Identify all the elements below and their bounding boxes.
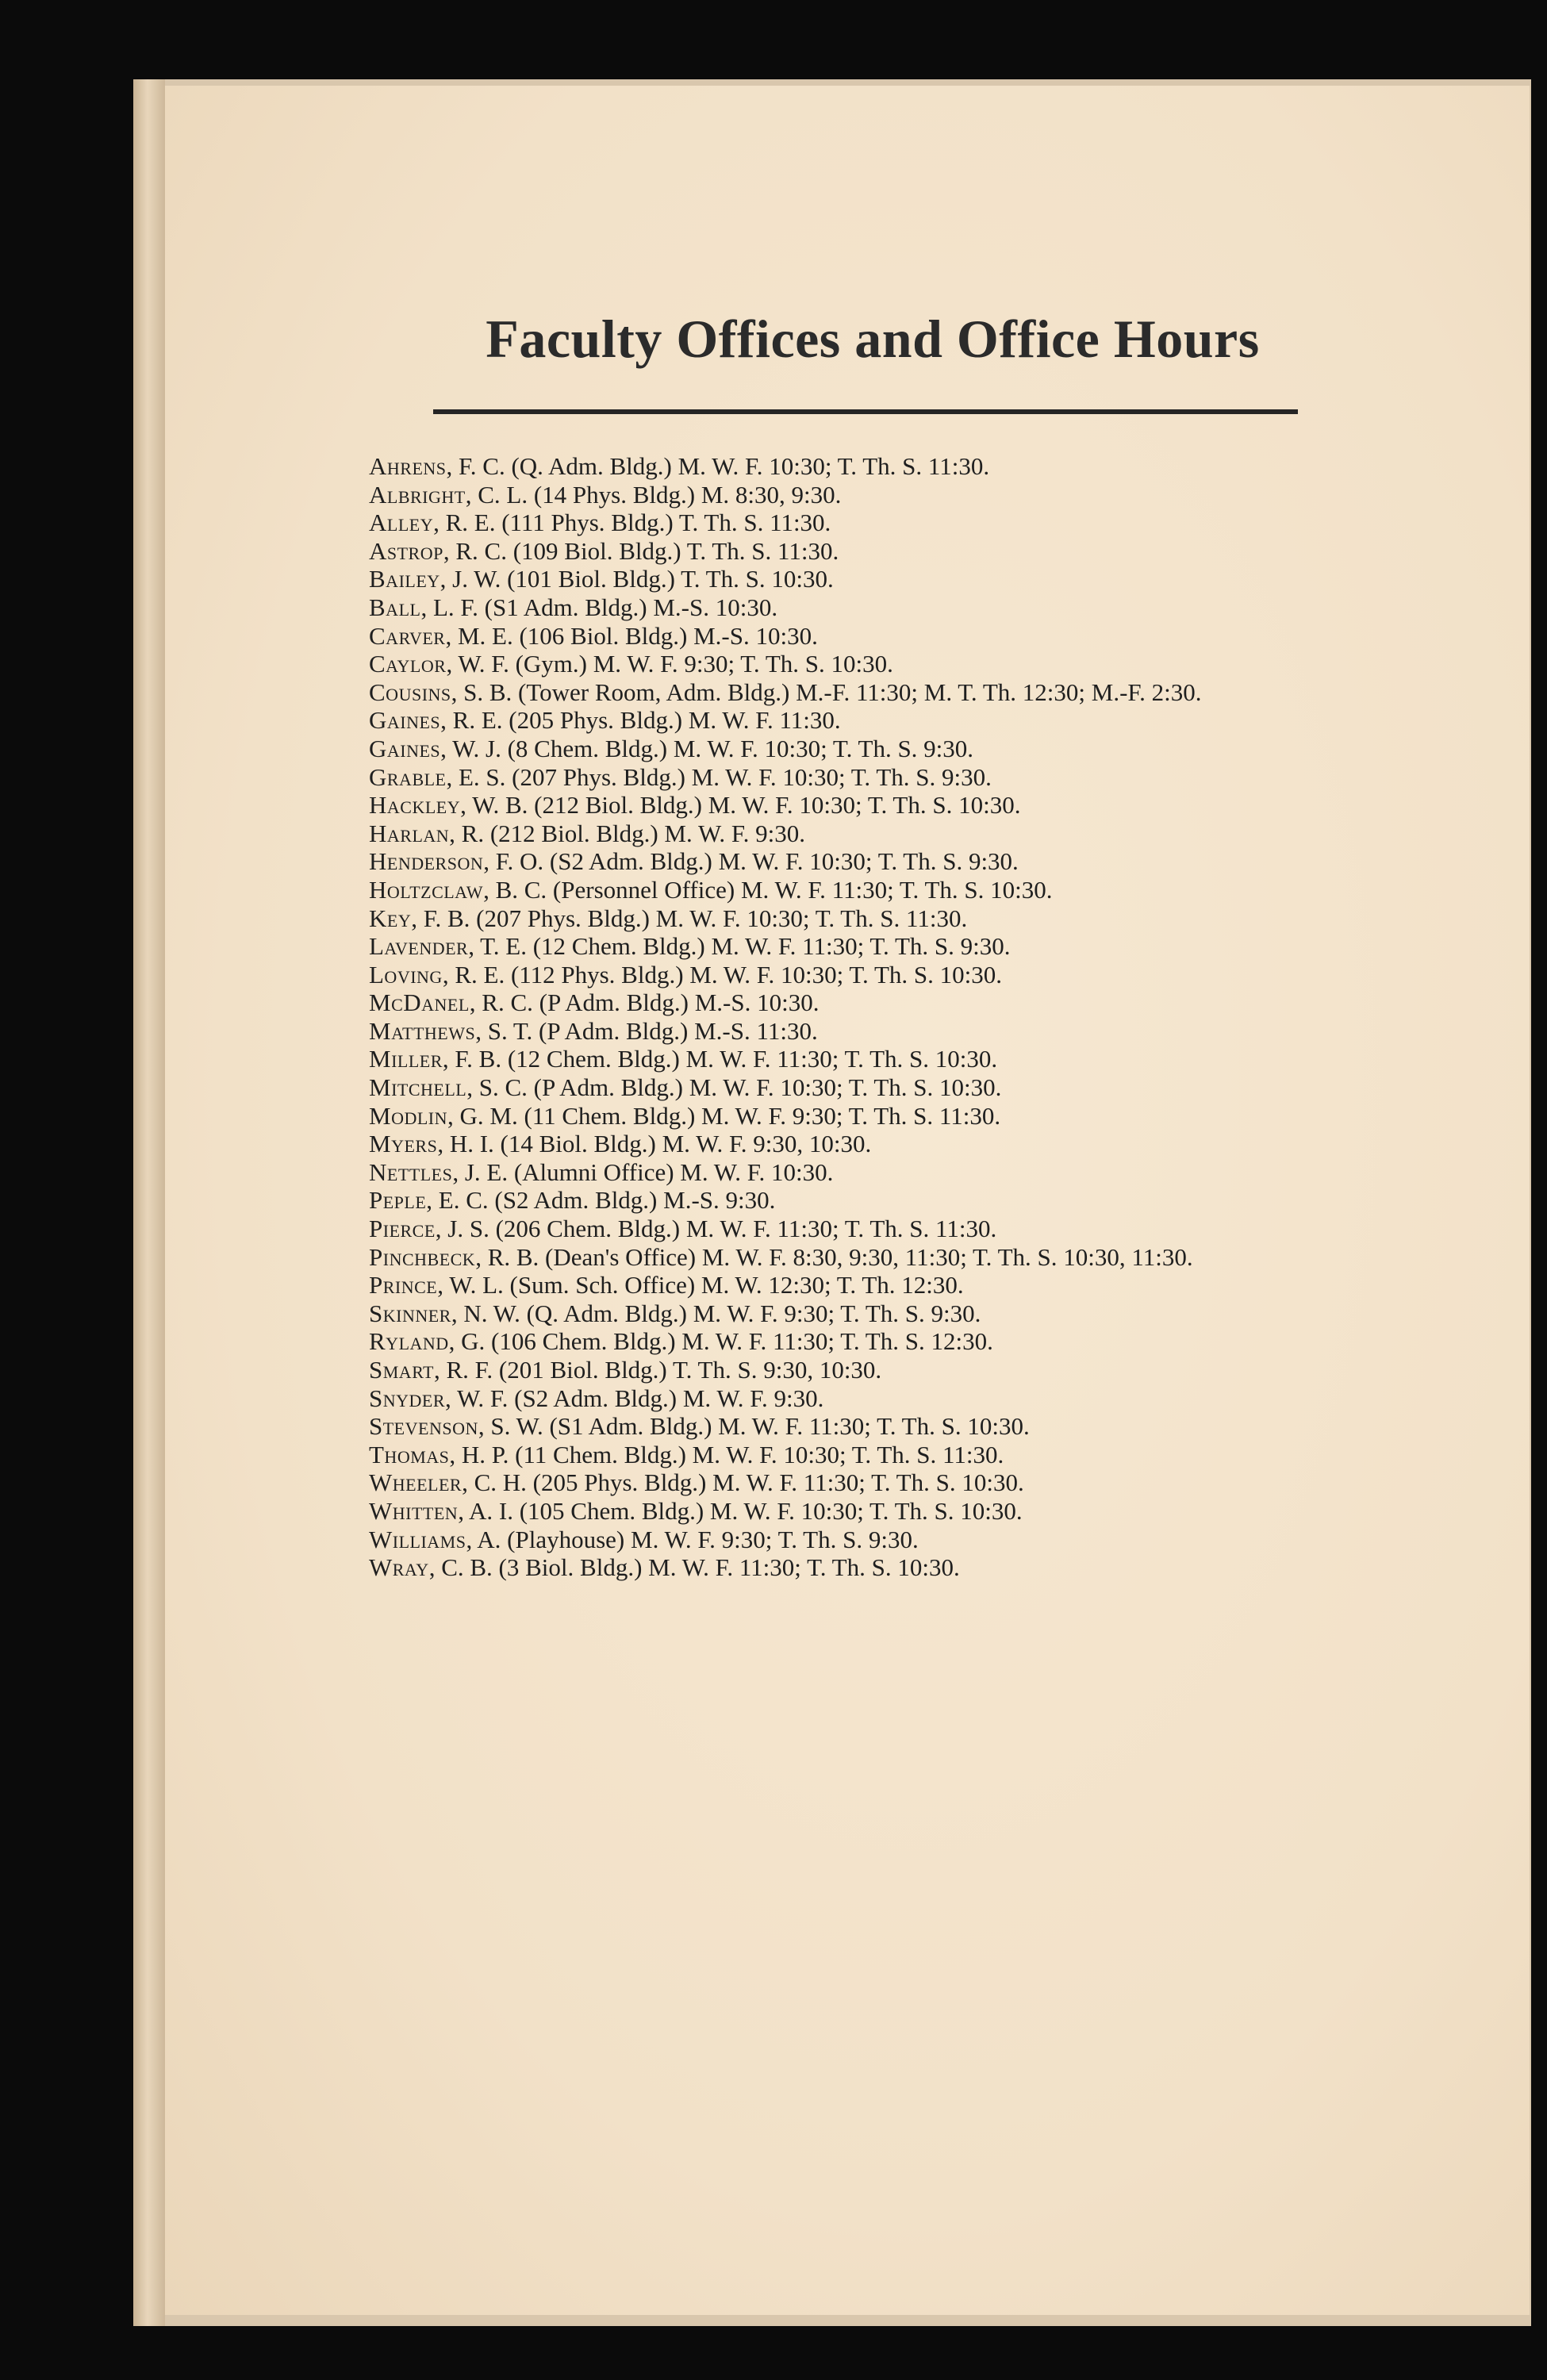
office-details: R. (212 Biol. Bldg.) M. W. F. 9:30. bbox=[461, 819, 805, 847]
faculty-entry bbox=[369, 1102, 1368, 1130]
office-details: F. B. (207 Phys. Bldg.) M. W. F. 10:30; T. Th. S. 11:30. bbox=[423, 904, 968, 932]
faculty-entry bbox=[369, 1158, 1368, 1187]
name-separator: , bbox=[460, 791, 473, 820]
faculty-entry bbox=[369, 1045, 1368, 1073]
office-details: J. S. (206 Chem. Bldg.) M. W. F. 11:30; T. Th. S. 11:30. bbox=[447, 1215, 997, 1243]
name-separator: , bbox=[440, 565, 453, 593]
name-separator: , bbox=[466, 1525, 478, 1553]
faculty-entry bbox=[369, 593, 1368, 622]
office-details: L. F. (S1 Adm. Bldg.) M.-S. 10:30. bbox=[432, 593, 778, 621]
faculty-entry bbox=[369, 1271, 1368, 1299]
office-details: R. C. (P Adm. Bldg.) M.-S. 10:30. bbox=[482, 988, 820, 1017]
faculty-name: Cousins bbox=[369, 678, 451, 706]
faculty-entry bbox=[369, 1412, 1368, 1441]
faculty-entry bbox=[369, 1497, 1368, 1526]
name-separator: , bbox=[411, 904, 424, 932]
faculty-entry bbox=[369, 1243, 1368, 1272]
faculty-entry bbox=[369, 1186, 1368, 1215]
faculty-name: Bailey bbox=[369, 565, 440, 593]
faculty-name: Skinner bbox=[369, 1299, 451, 1327]
name-separator: , bbox=[462, 1468, 474, 1497]
faculty-name: Wheeler bbox=[369, 1468, 463, 1497]
office-details: C. L. (14 Phys. Bldg.) M. 8:30, 9:30. bbox=[478, 480, 842, 509]
faculty-name: Albright bbox=[369, 480, 466, 509]
name-separator: , bbox=[465, 480, 478, 509]
name-separator: , bbox=[468, 932, 481, 961]
office-details: E. C. (S2 Adm. Bldg.) M.-S. 9:30. bbox=[438, 1186, 776, 1215]
faculty-entry bbox=[369, 537, 1368, 566]
faculty-name: Loving bbox=[369, 960, 443, 988]
office-details: W. L. (Sum. Sch. Office) M. W. 12:30; T. Th. 12:30. bbox=[449, 1271, 964, 1299]
name-separator: , bbox=[475, 1242, 488, 1271]
faculty-name: Caylor bbox=[369, 650, 447, 678]
name-separator: , bbox=[483, 847, 496, 876]
office-details: S. W. (S1 Adm. Bldg.) M. W. F. 11:30; T. Th. S. 10:30. bbox=[490, 1412, 1030, 1441]
office-details: B. C. (Personnel Office) M. W. F. 11:30; T. Th. S. 10:30. bbox=[495, 875, 1053, 904]
faculty-entry bbox=[369, 650, 1368, 678]
office-details: H. P. (11 Chem. Bldg.) M. W. F. 10:30; T. Th. S. 11:30. bbox=[461, 1440, 1004, 1468]
name-separator: , bbox=[437, 1271, 450, 1299]
faculty-entry bbox=[369, 509, 1368, 537]
faculty-entry bbox=[369, 678, 1368, 707]
faculty-name: Alley bbox=[369, 509, 434, 537]
faculty-entry bbox=[369, 932, 1368, 961]
faculty-name: Grable bbox=[369, 762, 447, 791]
faculty-entry bbox=[369, 876, 1368, 904]
faculty-office-list bbox=[369, 452, 1368, 1582]
faculty-entry bbox=[369, 961, 1368, 989]
office-details: F. C. (Q. Adm. Bldg.) M. W. F. 10:30; T. Th. S. 11:30. bbox=[459, 452, 990, 480]
faculty-name: Pinchbeck bbox=[369, 1242, 476, 1271]
faculty-entry bbox=[369, 1299, 1368, 1328]
faculty-entry bbox=[369, 1468, 1368, 1497]
office-details: C. H. (205 Phys. Bldg.) M. W. F. 11:30; T. Th. S. 10:30. bbox=[474, 1468, 1024, 1497]
office-details: G. (106 Chem. Bldg.) M. W. F. 11:30; T. Th. S. 12:30. bbox=[461, 1327, 993, 1356]
faculty-name: Holtzclaw bbox=[369, 875, 484, 904]
name-separator: , bbox=[433, 509, 446, 537]
faculty-name: Williams bbox=[369, 1525, 466, 1553]
name-separator: , bbox=[446, 762, 459, 791]
faculty-name: Gaines bbox=[369, 734, 441, 762]
faculty-name: Ahrens bbox=[369, 452, 447, 480]
faculty-entry bbox=[369, 1327, 1368, 1356]
title-divider bbox=[433, 409, 1298, 414]
faculty-name: Ryland bbox=[369, 1327, 449, 1356]
faculty-name: Harlan bbox=[369, 819, 450, 847]
faculty-entry bbox=[369, 847, 1368, 876]
faculty-name: Modlin bbox=[369, 1101, 447, 1130]
name-separator: , bbox=[448, 1327, 462, 1356]
faculty-name: Miller bbox=[369, 1045, 443, 1073]
faculty-entry bbox=[369, 1441, 1368, 1469]
faculty-name: Myers bbox=[369, 1130, 438, 1158]
faculty-entry bbox=[369, 820, 1368, 848]
office-details: J. E. (Alumni Office) M. W. F. 10:30. bbox=[464, 1157, 834, 1186]
office-details: W. F. (S2 Adm. Bldg.) M. W. F. 9:30. bbox=[456, 1384, 824, 1412]
name-separator: , bbox=[449, 819, 462, 847]
faculty-name: Mitchell bbox=[369, 1073, 467, 1102]
faculty-entry bbox=[369, 791, 1368, 820]
faculty-name: Wray bbox=[369, 1553, 429, 1582]
faculty-name: Henderson bbox=[369, 847, 484, 876]
office-details: J. W. (101 Biol. Bldg.) T. Th. S. 10:30. bbox=[452, 565, 834, 593]
faculty-entry bbox=[369, 1130, 1368, 1158]
office-details: W. B. (212 Biol. Bldg.) M. W. F. 10:30; T. Th. S. 10:30. bbox=[472, 791, 1021, 820]
office-details: W. J. (8 Chem. Bldg.) M. W. F. 10:30; T. Th. S. 9:30. bbox=[452, 734, 974, 762]
faculty-entry bbox=[369, 1384, 1368, 1413]
name-separator: , bbox=[446, 452, 459, 480]
office-details: T. E. (12 Chem. Bldg.) M. W. F. 11:30; T. Th. S. 9:30. bbox=[480, 932, 1011, 961]
faculty-entry bbox=[369, 1356, 1368, 1384]
office-details: R. E. (205 Phys. Bldg.) M. W. F. 11:30. bbox=[452, 706, 841, 735]
name-separator: , bbox=[449, 1440, 462, 1468]
faculty-name: Gaines bbox=[369, 706, 441, 735]
faculty-name: Astrop bbox=[369, 536, 443, 565]
name-separator: , bbox=[443, 536, 456, 565]
name-separator: , bbox=[428, 1553, 442, 1582]
office-details: G. M. (11 Chem. Bldg.) M. W. F. 9:30; T. Th. S. 11:30. bbox=[459, 1101, 1001, 1130]
name-separator: , bbox=[445, 1384, 457, 1412]
name-separator: , bbox=[426, 1186, 439, 1215]
faculty-name: Snyder bbox=[369, 1384, 446, 1412]
office-details: S. T. (P Adm. Bldg.) M.-S. 11:30. bbox=[487, 1016, 818, 1045]
office-details: H. I. (14 Biol. Bldg.) M. W. F. 9:30, 10:30. bbox=[449, 1130, 872, 1158]
faculty-entry bbox=[369, 481, 1368, 509]
faculty-entry bbox=[369, 763, 1368, 792]
faculty-name: Nettles bbox=[369, 1157, 453, 1186]
name-separator: , bbox=[452, 1157, 465, 1186]
office-details: N. W. (Q. Adm. Bldg.) M. W. F. 9:30; T. Th. S. 9:30. bbox=[463, 1299, 981, 1327]
name-separator: , bbox=[447, 1101, 460, 1130]
office-details: F. B. (12 Chem. Bldg.) M. W. F. 11:30; T. Th. S. 10:30. bbox=[455, 1045, 998, 1073]
faculty-name: Thomas bbox=[369, 1440, 450, 1468]
name-separator: , bbox=[433, 1356, 447, 1384]
faculty-entry bbox=[369, 735, 1368, 763]
name-separator: , bbox=[437, 1130, 450, 1158]
faculty-entry bbox=[369, 1553, 1368, 1582]
office-details: C. B. (3 Biol. Bldg.) M. W. F. 11:30; T. Th. S. 10:30. bbox=[441, 1553, 960, 1582]
office-details: R. F. (201 Biol. Bldg.) T. Th. S. 9:30, 10:30. bbox=[446, 1356, 882, 1384]
faculty-entry bbox=[369, 1215, 1368, 1243]
name-separator: , bbox=[475, 1016, 488, 1045]
faculty-name: Stevenson bbox=[369, 1412, 478, 1441]
faculty-name: Whitten bbox=[369, 1496, 459, 1525]
faculty-entry bbox=[369, 622, 1368, 651]
faculty-name: Carver bbox=[369, 621, 446, 650]
faculty-name: Smart bbox=[369, 1356, 434, 1384]
office-details: A. I. (105 Chem. Bldg.) M. W. F. 10:30; T. Th. S. 10:30. bbox=[468, 1496, 1023, 1525]
faculty-name: Pierce bbox=[369, 1215, 436, 1243]
office-details: S. B. (Tower Room, Adm. Bldg.) M.-F. 11:30; M. T. Th. 12:30; M.-F. 2:30. bbox=[463, 678, 1202, 706]
faculty-name: Key bbox=[369, 904, 412, 932]
faculty-entry bbox=[369, 452, 1368, 481]
faculty-name: Matthews bbox=[369, 1016, 476, 1045]
name-separator: , bbox=[420, 593, 433, 621]
faculty-entry bbox=[369, 706, 1368, 735]
office-details: A. (Playhouse) M. W. F. 9:30; T. Th. S. 9:30. bbox=[477, 1525, 919, 1553]
name-separator: , bbox=[466, 1073, 479, 1102]
faculty-entry bbox=[369, 565, 1368, 593]
name-separator: , bbox=[440, 706, 453, 735]
name-separator: , bbox=[446, 650, 459, 678]
name-separator: , bbox=[458, 1496, 469, 1525]
name-separator: , bbox=[451, 678, 464, 706]
name-separator: , bbox=[442, 1045, 455, 1073]
name-separator: , bbox=[435, 1215, 448, 1243]
page-binding bbox=[133, 79, 165, 2326]
name-separator: , bbox=[445, 621, 458, 650]
faculty-entry bbox=[369, 1073, 1368, 1102]
office-details: E. S. (207 Phys. Bldg.) M. W. F. 10:30; T. Th. S. 9:30. bbox=[459, 762, 992, 791]
name-separator: , bbox=[469, 988, 482, 1017]
page-title: Faculty Offices and Office Hours bbox=[486, 309, 1260, 369]
faculty-name: Peple bbox=[369, 1186, 427, 1215]
office-details: R. E. (112 Phys. Bldg.) M. W. F. 10:30; T. Th. S. 10:30. bbox=[455, 960, 1002, 988]
faculty-name: Lavender bbox=[369, 932, 469, 961]
faculty-name: Hackley bbox=[369, 791, 461, 820]
name-separator: , bbox=[451, 1299, 464, 1327]
faculty-entry bbox=[369, 1017, 1368, 1046]
office-details: R. E. (111 Phys. Bldg.) T. Th. S. 11:30. bbox=[445, 509, 831, 537]
faculty-name: Ball bbox=[369, 593, 421, 621]
office-details: R. B. (Dean's Office) M. W. F. 8:30, 9:30, 11:30; T. Th. S. 10:30, 11:30. bbox=[487, 1242, 1193, 1271]
faculty-entry bbox=[369, 988, 1368, 1017]
name-separator: , bbox=[442, 960, 455, 988]
office-details: F. O. (S2 Adm. Bldg.) M. W. F. 10:30; T. Th. S. 9:30. bbox=[495, 847, 1019, 876]
name-separator: , bbox=[483, 875, 496, 904]
faculty-name: Prince bbox=[369, 1271, 438, 1299]
office-details: R. C. (109 Biol. Bldg.) T. Th. S. 11:30. bbox=[455, 536, 839, 565]
name-separator: , bbox=[440, 734, 453, 762]
faculty-entry bbox=[369, 904, 1368, 933]
office-details: W. F. (Gym.) M. W. F. 9:30; T. Th. S. 10:30. bbox=[458, 650, 893, 678]
faculty-entry bbox=[369, 1526, 1368, 1554]
office-details: S. C. (P Adm. Bldg.) M. W. F. 10:30; T. Th. S. 10:30. bbox=[478, 1073, 1002, 1102]
office-details: M. E. (106 Biol. Bldg.) M.-S. 10:30. bbox=[457, 621, 818, 650]
name-separator: , bbox=[478, 1412, 491, 1441]
faculty-name: McDanel bbox=[369, 988, 470, 1017]
